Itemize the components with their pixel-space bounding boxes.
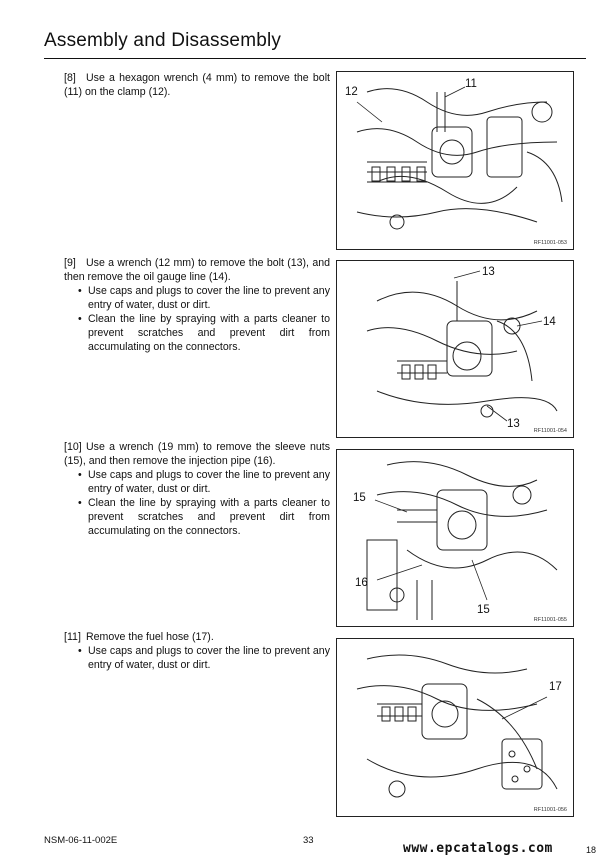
callout-16: 16 xyxy=(355,577,368,589)
figure-code: RF11001-056 xyxy=(533,807,567,813)
callout-15: 15 xyxy=(353,492,366,504)
engine-illustration xyxy=(337,639,573,816)
step-number: [10] xyxy=(64,441,82,453)
step-11 xyxy=(64,630,330,672)
bullet: • Use caps and plugs to cover the line to prevent any entry of water, dust or dirt. xyxy=(64,468,330,496)
figure-code: RF11001-053 xyxy=(533,240,567,246)
side-number: 18 xyxy=(586,845,597,855)
page-number: 33 xyxy=(303,835,314,846)
bullet: • Use caps and plugs to cover the line to prevent any entry of water, dust or dirt. xyxy=(64,284,330,312)
bullet: • Clean the line by spraying with a parts cleaner to prevent scratches and prevent dirt from accumulating on the connectors. xyxy=(64,496,330,538)
bullet: • Clean the line by spraying with a parts cleaner to prevent scratches and prevent dirt from accumulating on the connectors. xyxy=(64,312,330,354)
step-text: Remove the fuel hose (17). xyxy=(86,631,214,643)
doc-id: NSM-06-11-002E xyxy=(44,835,118,846)
callout-14: 14 xyxy=(543,316,556,328)
step-10 xyxy=(64,440,330,538)
step-9 xyxy=(64,256,330,354)
page-title: Assembly and Disassembly xyxy=(44,30,282,51)
callout-17: 17 xyxy=(549,681,562,693)
callout-13: 13 xyxy=(507,418,520,430)
step-text: Use a wrench (19 mm) to remove the sleeve nuts (15), and then remove the injection pipe (16). xyxy=(64,441,330,467)
engine-illustration xyxy=(337,450,573,626)
figure-step-11 xyxy=(336,638,574,817)
callout-15: 15 xyxy=(477,604,490,616)
bullet: • Use caps and plugs to cover the line to prevent any entry of water, dust or dirt. xyxy=(64,644,330,672)
callout-11: 11 xyxy=(465,78,477,90)
figure-step-9 xyxy=(336,260,574,438)
figure-code: RF11001-055 xyxy=(533,617,567,623)
callout-13: 13 xyxy=(482,266,495,278)
engine-illustration xyxy=(337,72,573,249)
step-number: [9] xyxy=(64,257,76,269)
figure-step-10 xyxy=(336,449,574,627)
figure-step-8 xyxy=(336,71,574,250)
step-text: Use a wrench (12 mm) to remove the bolt (13), and then remove the oil gauge line (14). xyxy=(64,257,330,283)
engine-illustration xyxy=(337,261,573,437)
figure-code: RF11001-054 xyxy=(533,428,567,434)
step-8 xyxy=(64,71,330,99)
title-rule xyxy=(44,58,586,59)
step-number: [8] xyxy=(64,72,76,84)
step-number: [11] xyxy=(64,631,81,643)
watermark: www.epcatalogs.com xyxy=(403,841,553,856)
step-text: Use a hexagon wrench (4 mm) to remove the bolt (11) on the clamp (12). xyxy=(64,72,330,98)
callout-12: 12 xyxy=(345,86,358,98)
